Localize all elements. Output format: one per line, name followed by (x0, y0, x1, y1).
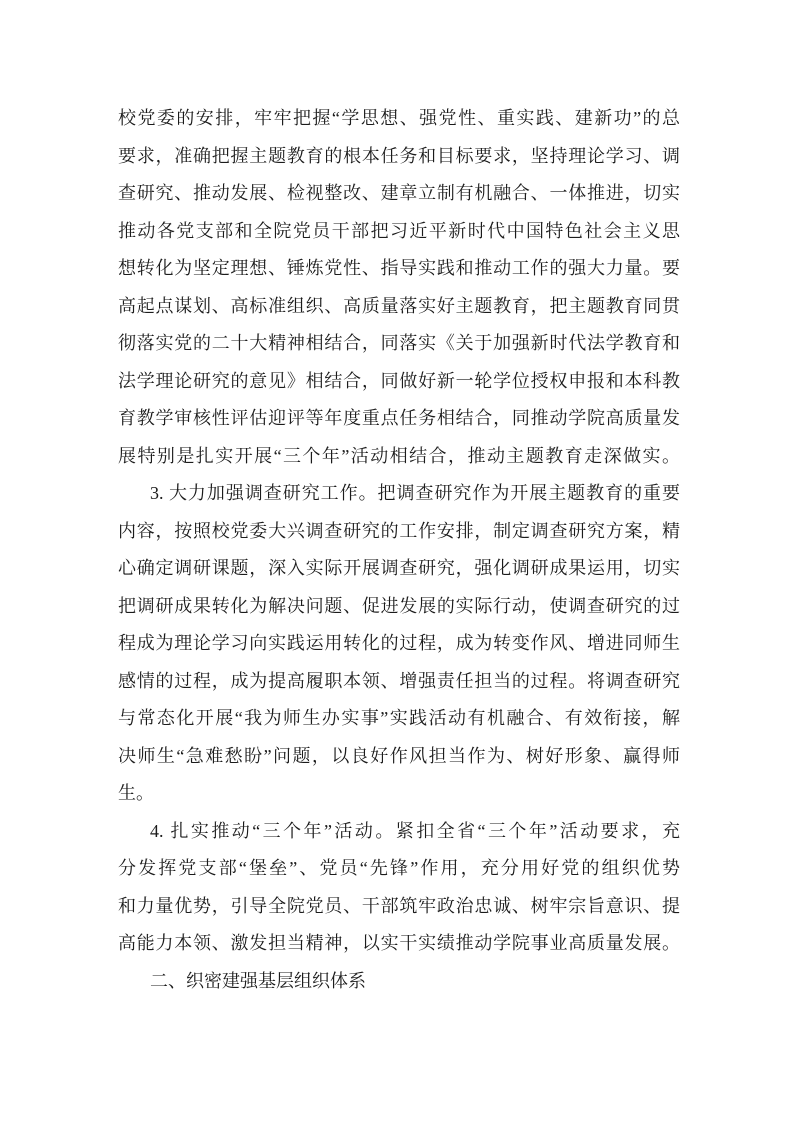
document-text-block (118, 100, 680, 1000)
text-line-p1-l4: 推动各党支部和全院党员干部把习近平新时代中国特色社会主义思 (118, 220, 680, 241)
text-line-p3-l4: 高能力本领、激发担当精神，以实干实绩推动学院事业高质量发展。 (118, 933, 680, 953)
text-line-p3-l3: 和力量优势，引导全院党员、干部筑牢政治忠诚、树牢宗旨意识、提 (118, 895, 680, 916)
text-line-p2-l4: 把调研成果转化为解决问题、促进发展的实际行动，使调查研究的过 (118, 595, 680, 616)
text-line-p2-l7: 与常态化开展“我为师生办实事”实践活动有机融合、有效衔接，解 (118, 708, 680, 728)
text-line-p1-l5: 想转化为坚定理想、锤炼党性、指导实践和推动工作的强大力量。要 (118, 258, 680, 278)
text-line-p2-l8: 决师生“急难愁盼”问题，以良好作风担当作为、树好形象、赢得师 (118, 745, 680, 766)
paragraph-item-4-three-years-activity (118, 813, 680, 963)
paragraph-item-3-strengthen-investigation-research (118, 475, 680, 813)
text-line-p1-l10: 展特别是扎实开展“三个年”活动相结合，推动主题教育走深做实。 (118, 445, 680, 466)
heading-section-2-grassroots-organization-system (118, 963, 680, 1001)
text-line-p1-l7: 彻落实党的二十大精神相结合，同落实《关于加强新时代法学教育和 (118, 333, 680, 353)
text-line-p1-l8: 法学理论研究的意见》相结合，同做好新一轮学位授权申报和本科教 (118, 370, 680, 391)
text-line-p1-l1: 校党委的安排，牢牢把握“学思想、强党性、重实践、建新功”的总 (118, 108, 680, 128)
text-line-p2-l2: 内容，按照校党委大兴调查研究的工作安排，制定调查研究方案，精 (118, 520, 680, 541)
text-line-p2-l5: 程成为理论学习向实践运用转化的过程，成为转变作风、增进同师生 (118, 633, 680, 653)
text-line-p1-l3: 查研究、推动发展、检视整改、建章立制有机融合、一体推进，切实 (118, 183, 680, 203)
text-line-p2-l3: 心确定调研课题，深入实际开展调查研究，强化调研成果运用，切实 (118, 558, 680, 578)
text-line-p1-l2: 要求，准确把握主题教育的根本任务和目标要求，坚持理论学习、调 (118, 145, 680, 166)
text-line-p3-l2: 分发挥党支部“堡垒”、党员“先锋”作用，充分用好党的组织优势 (118, 858, 680, 878)
text-line-p4-l1: 二、织密建强基层组织体系 (150, 970, 366, 991)
text-line-p1-l9: 育教学审核性评估迎评等年度重点任务相结合，同推动学院高质量发 (118, 408, 680, 428)
text-line-p2-l1: 3. 大力加强调查研究工作。把调查研究作为开展主题教育的重要 (150, 483, 680, 503)
text-line-p2-l9: 生。 (118, 783, 154, 803)
paragraph-theme-education-overall-requirements (118, 100, 680, 475)
text-line-p3-l1: 4. 扎实推动“三个年”活动。紧扣全省“三个年”活动要求，充 (150, 820, 680, 841)
text-line-p2-l6: 感情的过程，成为提高履职本领、增强责任担当的过程。将调查研究 (118, 670, 680, 691)
text-line-p1-l6: 高起点谋划、高标准组织、高质量落实好主题教育，把主题教育同贯 (118, 295, 680, 316)
